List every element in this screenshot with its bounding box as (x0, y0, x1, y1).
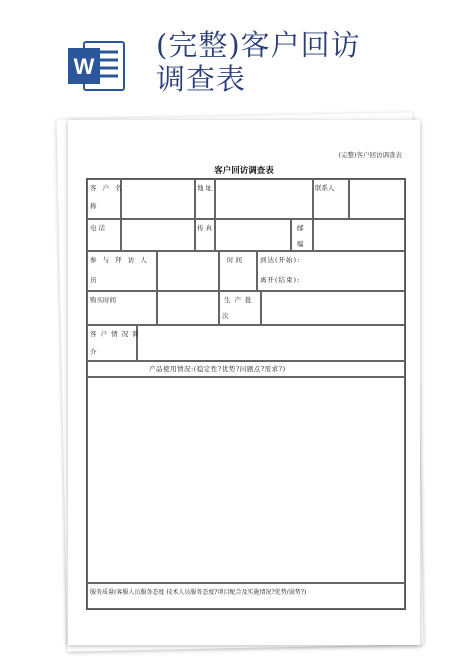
batch-label-1: 生 产 批 (224, 296, 253, 304)
visitor-value-cell[interactable] (157, 251, 219, 291)
banner-title-line1: (完整)客户回访 (156, 28, 361, 62)
phone-label: 电话 (90, 224, 107, 232)
visitor-label-1: 参 与 拜 访 人 (90, 256, 149, 264)
customer-info-value-cell[interactable] (137, 325, 405, 361)
time-label: 时间 (227, 256, 244, 264)
phone-value-cell[interactable] (121, 219, 195, 251)
batch-value-cell[interactable] (261, 291, 405, 325)
leave-label: 离开(结束): (260, 276, 301, 284)
purchase-time-label: 购买时间 (90, 296, 116, 304)
postcode-label-1: 邮 (297, 224, 306, 232)
banner-title (156, 28, 361, 96)
batch-label-2: 次 (222, 312, 231, 320)
svg-text:W: W (73, 54, 95, 79)
fax-value-cell[interactable] (215, 219, 291, 251)
product-usage-label: 产品使用情况:(稳定性?优势?问题点?需求?) (149, 365, 286, 373)
customer-info-label-2: 介 (90, 348, 99, 356)
customer-name-label-2: 称 (90, 202, 99, 210)
address-value-cell[interactable] (215, 179, 313, 219)
visit-survey-form (86, 178, 406, 610)
word-document-icon (66, 38, 126, 94)
customer-info-label-1: 客 户 情 况 简 (90, 330, 140, 338)
customer-name-value-cell[interactable] (121, 179, 195, 219)
header-note: (完整)客户回访调查表 (338, 151, 402, 159)
banner-title-line2: 调查表 (156, 62, 247, 96)
visitor-label-2: 员 (90, 276, 99, 284)
customer-name-label-1: 客 户 名 (90, 184, 124, 192)
document-sheet (68, 120, 420, 645)
contact-value-cell[interactable] (349, 179, 405, 219)
address-label: 地址 (197, 184, 214, 192)
postcode-label-2: 编 (297, 240, 306, 248)
form-title: 客户回访调查表 (214, 166, 274, 176)
service-quality-label: 服务质量(客服人员服务态度 技术人员服务态度?项目配合及实施情况?优势/弱势?) (90, 589, 307, 596)
banner (0, 0, 474, 120)
contact-label: 联系人 (315, 184, 335, 192)
fax-label: 传真 (197, 224, 214, 232)
postcode-value-cell[interactable] (313, 219, 405, 251)
purchase-time-value-cell[interactable] (157, 291, 219, 325)
product-usage-value-cell[interactable] (87, 377, 405, 583)
arrive-label: 到达(开始): (260, 256, 301, 264)
